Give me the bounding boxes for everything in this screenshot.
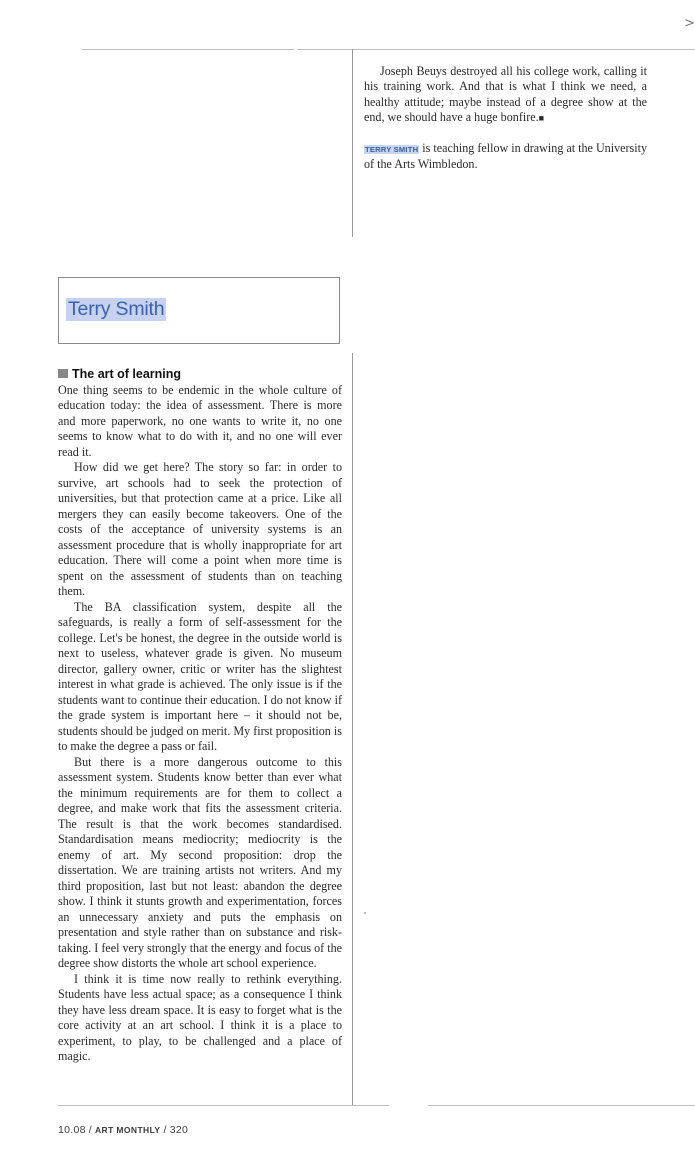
author-bio [364, 141, 647, 173]
stray-mark [364, 912, 366, 914]
article-paragraph: But there is a more dangerous outcome to this assessment system. Students know better than ever what the minimum requirements are for them to collect a degree, and make work that fits the assessment criteria. The result is that the work becomes standardised. Standardisation means mediocrity; mediocrity is the enemy of art. My second proposition: drop the dissertation. We are training artists not writers. And my third proposition, last but not least: abandon the degree show. I think it stunts growth and experimentation, forces an unnecessary anxiety and puts the emphasis on presentation and style rather than on substance and risk-taking. I feel very strongly that the energy and focus of the degree show distorts the whole art school experience. [58, 754, 342, 970]
next-page-arrow-icon[interactable]: > [684, 16, 695, 31]
end-mark-icon: ■ [538, 113, 545, 124]
bio-author-name: TERRY SMITH [365, 144, 419, 154]
footer-separator: / [163, 1124, 167, 1136]
magazine-name: ART MONTHLY [95, 1125, 161, 1135]
footer-separator: / [88, 1124, 92, 1136]
column-divider-upper [352, 49, 353, 237]
section-square-icon [58, 369, 68, 378]
top-rule-right [297, 49, 695, 50]
closing-paragraph-text: Joseph Beuys destroyed all his college work, calling it his training work. And that is what I think we need, a healthy attitude; maybe instead of a degree show at the end, we should have a huge bonfire. [364, 64, 647, 125]
top-rule-left [82, 49, 294, 50]
section-heading-text: The art of learning [72, 367, 182, 381]
bio-text: is teaching fellow in drawing at the University of the Arts Wimbledon. [364, 140, 648, 172]
article-paragraph: How did we get here? The story so far: in order to survive, art schools had to seek the protection of universities, but that protection came at a price. Like all mergers they can easily become takeovers. One of the costs of the acceptance of university systems is an assessment procedure that is wholly inappropriate for art education. There will come a point when more time is spent on the assessment of students than on teaching them. [58, 460, 342, 598]
article-paragraph: The BA classification system, despite all the safeguards, is really a form of self-assessment for the college. Let's be honest, the degree in the outside world is next to useless, whatever grade is given. No museum director, gallery owner, critic or writer has the slightest interest in what grade is achieved. The only issue is if the students want to continue their education. I do not know if the grade system is important here – it should not be, students should be judged on merit. My first proposition is to make the degree a pass or fail. [58, 599, 342, 753]
section-heading [58, 367, 342, 383]
author-name-title: Terry Smith [68, 298, 165, 320]
article-body [58, 367, 342, 1065]
right-column [364, 64, 647, 172]
article-paragraph: One thing seems to be endemic in the whole culture of education today: the idea of assessment. There is more and more paperwork, no one wants to write it, no one seems to know what to do with it, and no one will ever read it. [58, 382, 342, 459]
closing-paragraph [364, 64, 647, 127]
bottom-rule-right [428, 1105, 695, 1106]
page-footer [58, 1124, 188, 1136]
page-number: 320 [169, 1124, 189, 1136]
article-paragraph: I think it is time now really to rethink everything. Students have less actual space; as a consequence I think they have less dream space. It is easy to forget what is the core activity at an art school. I think it is a place to experiment, to play, to be challenged and a place of magic. [58, 971, 342, 1063]
bottom-rule-left [58, 1105, 389, 1106]
issue-date: 10.08 [58, 1124, 86, 1136]
column-divider-lower [352, 353, 353, 1105]
author-title-box [58, 277, 340, 344]
